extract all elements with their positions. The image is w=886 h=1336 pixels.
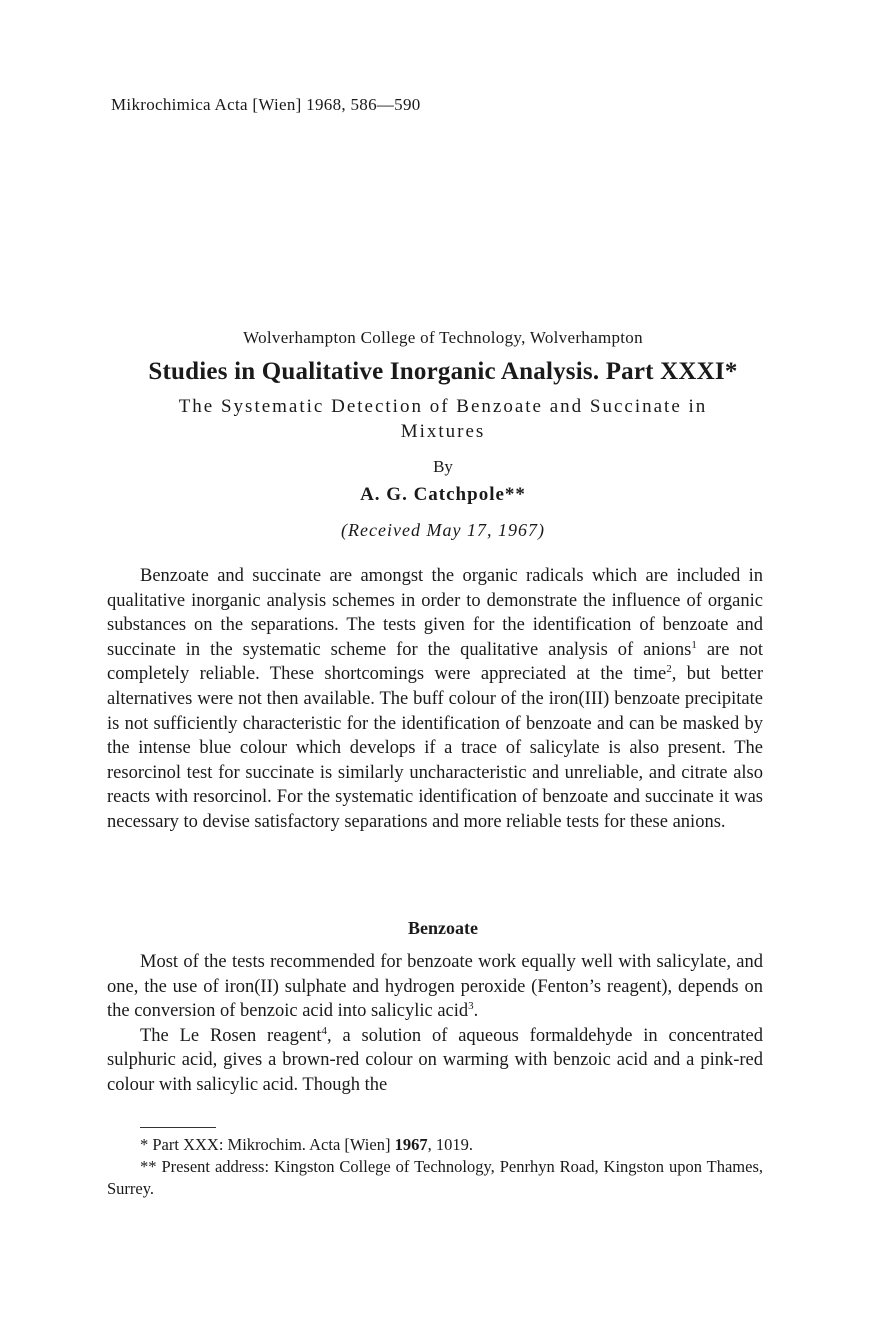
section-heading-benzoate: Benzoate [408, 918, 478, 938]
reference-marker: 1 [691, 638, 697, 651]
footnote-text: , 1019. [427, 1135, 473, 1154]
author: A. G. Catchpole** [360, 484, 526, 505]
benzoate-paragraph [107, 950, 763, 1024]
benzoate-text-part: , a solution of aqueous formaldehyde in concentrated sulphuric acid, gives a brown-red colour on warming with benzoic acid and a pink-red colour with salicylic acid. Though the [107, 1025, 763, 1095]
footnote-text: * Part XXX: Mikrochim. Acta [Wien] [140, 1135, 395, 1154]
footnote-2: ** Present address: Kingston College of Technology, Penrhyn Road, Kingston upon Thames, Surrey. [107, 1157, 763, 1198]
institution: Wolverhampton College of Technology, Wolverhampton [243, 328, 643, 347]
reference-marker: 4 [321, 1024, 327, 1037]
benzoate-text-part: Most of the tests recommended for benzoate work equally well with salicylate, and one, the use of iron(II) sulphate and hydrogen peroxide (Fenton’s reagent), depends on the conversion of benzoic acid into salicylic acid [107, 952, 763, 1022]
footnotes [107, 1134, 763, 1200]
received-date: (Received May 17, 1967) [341, 520, 545, 540]
benzoate-paragraph [107, 1024, 763, 1098]
footnote-divider [140, 1127, 216, 1128]
intro-section [107, 564, 763, 835]
by-label: By [433, 457, 453, 476]
intro-text-part: Benzoate and succinate are amongst the organic radicals which are included in qualitative inorganic analysis schemes in order to demonstrate the influence of organic substances on the separations. The tests given for the identification of benzoate and succinate in the systematic scheme for the qualitative analysis of anions [107, 566, 763, 660]
journal-header: Mikrochimica Acta [Wien] 1968, 586—590 [111, 95, 421, 114]
benzoate-text-part: The Le Rosen reagent [140, 1025, 322, 1046]
benzoate-section [107, 950, 763, 1098]
reference-marker: 3 [468, 1000, 474, 1013]
intro-text-part: are not completely reliable. These shortcomings were appreciated at the time [107, 639, 763, 685]
intro-paragraph [107, 564, 763, 835]
article-title: Studies in Qualitative Inorganic Analysis. Part XXXI* [148, 358, 738, 385]
footnote-1 [107, 1134, 763, 1156]
reference-marker: 2 [666, 663, 672, 676]
footnote-year: 1967 [394, 1135, 428, 1154]
intro-text-part: , but better alternatives were not then available. The buff colour of the iron(III) benzoate precipitate is not sufficiently characteristic for the identification of benzoate and can be masked by the intense blue colour which develops if a trace of salicylate is also present. The resorcinol test for succinate is similarly uncharacteristic and unreliable, and citrate also reacts with resorcinol. For the systematic identification of benzoate and succinate it was necessary to devise satisfactory separations and more reliable tests for these anions. [107, 664, 763, 832]
benzoate-text-part: . [473, 1001, 479, 1022]
article-subtitle: The Systematic Detection of Benzoate and Succinate in Mixtures [178, 396, 708, 442]
